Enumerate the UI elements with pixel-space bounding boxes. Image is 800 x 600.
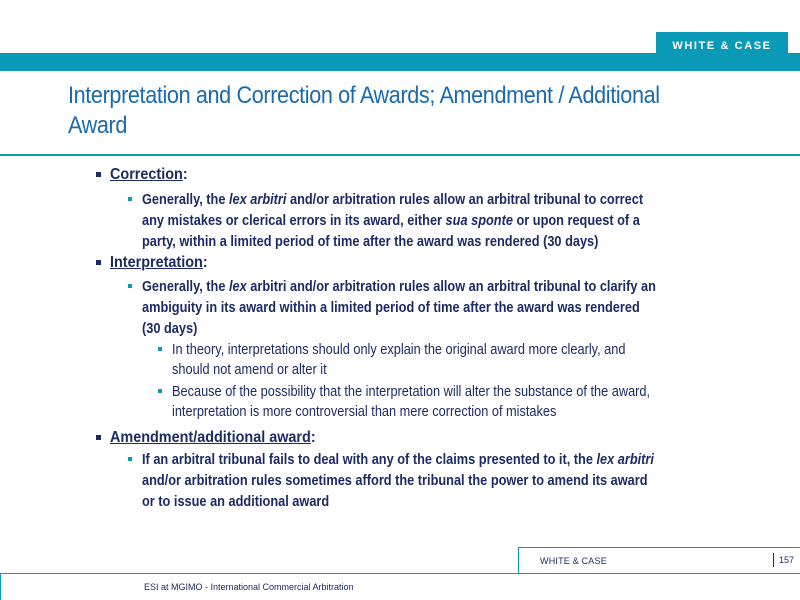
- heading-correction: Correction: [110, 166, 183, 183]
- bullet-amendment-detail: [128, 450, 724, 513]
- bullet-interpretation-detail: [128, 277, 726, 340]
- text-run: party, within a limited period of time after the award was rendered (30 days): [142, 234, 599, 250]
- amendment-detail-text: [142, 450, 654, 513]
- text-run: and/or arbitration rules sometimes afford the tribunal the power to amend its award: [142, 473, 648, 489]
- slide-title-line2: Award: [68, 112, 128, 139]
- footer-divider: [518, 547, 800, 548]
- text-run-italic: lex arbitri: [596, 452, 654, 468]
- square-bullet-icon: [96, 172, 101, 177]
- slide-title-line1: Interpretation and Correction of Awards; Amendment / Additional: [68, 82, 660, 109]
- footer-divider: [518, 547, 519, 574]
- square-bullet-icon: [128, 457, 132, 461]
- bullet-interpretation-theory: [158, 340, 687, 380]
- text-run: should not amend or alter it: [172, 362, 327, 378]
- square-bullet-icon: [158, 389, 162, 393]
- square-bullet-icon: [128, 284, 132, 288]
- interpretation-detail-text: [142, 277, 656, 340]
- square-bullet-icon: [96, 260, 101, 265]
- bullet-interpretation: [96, 253, 218, 273]
- heading-colon: :: [202, 254, 208, 271]
- text-run: any mistakes or clerical errors in its award, either: [142, 213, 446, 229]
- text-run: Because of the possibility that the interpretation will alter the substance of the award,: [172, 384, 651, 400]
- text-run: or to issue an additional award: [142, 494, 330, 510]
- interpretation-controversy-text: [172, 382, 650, 422]
- text-run: ambiguity in its award within a limited period of time after the award was rendered: [142, 300, 640, 316]
- footer-separator: [773, 553, 774, 567]
- heading-interpretation: Interpretation: [110, 254, 203, 271]
- text-run-italic: lex: [228, 279, 247, 295]
- text-run: and/or arbitration rules allow an arbitral tribunal to correct: [286, 192, 644, 208]
- text-run-italic: lex arbitri: [228, 192, 287, 208]
- square-bullet-icon: [96, 435, 101, 440]
- footer-divider: [0, 573, 1, 600]
- text-run: In theory, interpretations should only explain the original award more clearly, and: [172, 342, 626, 358]
- bullet-amendment: [96, 428, 338, 448]
- text-run-italic: sua sponte: [445, 213, 513, 229]
- text-run: If an arbitral tribunal fails to deal with any of the claims presented to it, the: [142, 452, 597, 468]
- footer-divider: [0, 573, 800, 574]
- square-bullet-icon: [128, 197, 132, 201]
- footer-note: ESI at MGIMO - International Commercial Arbitration: [144, 582, 354, 592]
- text-run: arbitri and/or arbitration rules allow an arbitral tribunal to clarify an: [246, 279, 656, 295]
- correction-detail-text: [142, 190, 643, 253]
- text-run: Generally, the: [142, 192, 229, 208]
- text-run: Generally, the: [142, 279, 229, 295]
- bullet-correction-detail: [128, 190, 711, 253]
- heading-amendment: Amendment/additional award: [110, 429, 311, 446]
- text-run: (30 days): [142, 321, 198, 337]
- square-bullet-icon: [158, 347, 162, 351]
- text-run: interpretation is more controversial than mere correction of mistakes: [172, 404, 557, 420]
- footer-firm-name: WHITE & CASE: [540, 556, 607, 566]
- bullet-interpretation-controversy: [158, 382, 715, 422]
- bullet-correction: [96, 165, 196, 185]
- heading-colon: :: [310, 429, 316, 446]
- text-run: or upon request of a: [512, 213, 640, 229]
- interpretation-theory-text: [172, 340, 625, 380]
- page-number: 157: [779, 555, 795, 565]
- heading-colon: :: [182, 166, 188, 183]
- firm-logo-text: WHITE & CASE: [672, 40, 772, 52]
